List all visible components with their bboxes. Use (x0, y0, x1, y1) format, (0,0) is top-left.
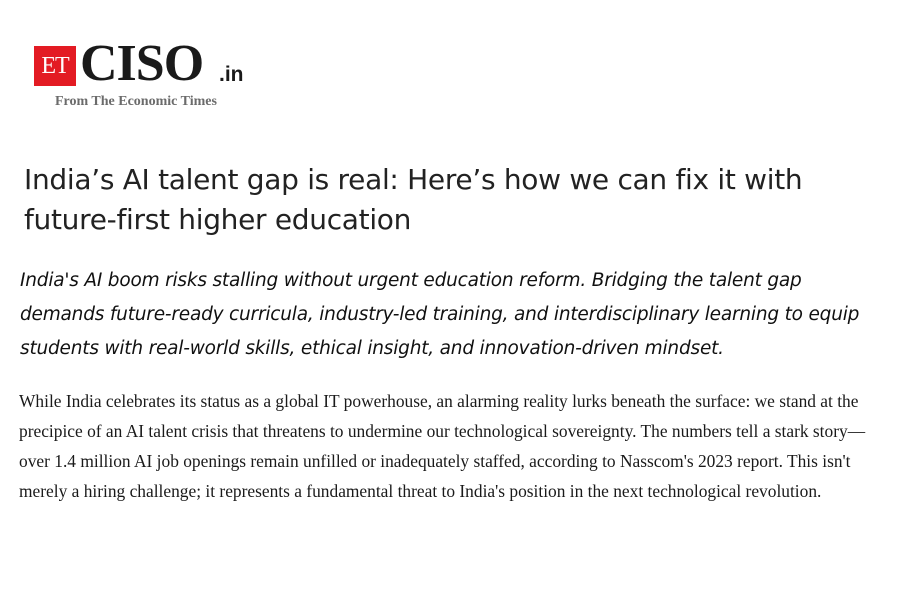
logo-suffix: .in (219, 63, 244, 86)
logo-brand: CISO (80, 35, 204, 92)
logo-et-badge: ET (34, 46, 76, 86)
article-headline: India’s AI talent gap is real: Here’s how we can fix it with future-first higher education (24, 163, 803, 236)
site-logo[interactable] (34, 35, 274, 114)
article-summary: India's AI boom risks stalling without urgent education reform. Bridging the talent gap demands future-ready curricula, industry-led training, and interdisciplinary learning to equip students with real-world skills, ethical insight, and innovation-driven mindset. (20, 270, 860, 359)
logo-tagline: From The Economic Times (55, 94, 217, 109)
article-body: While India celebrates its status as a global IT powerhouse, an alarming reality lurks beneath the surface: we stand at the precipice of an AI talent crisis that threatens to undermine our technological sovereignty. The numbers tell a stark story—over 1.4 million AI job openings remain unfilled or inadequately staffed, according to Nasscom's 2023 report. This isn't merely a hiring challenge; it represents a fundamental threat to India's position in the next technological revolution. (19, 391, 866, 501)
